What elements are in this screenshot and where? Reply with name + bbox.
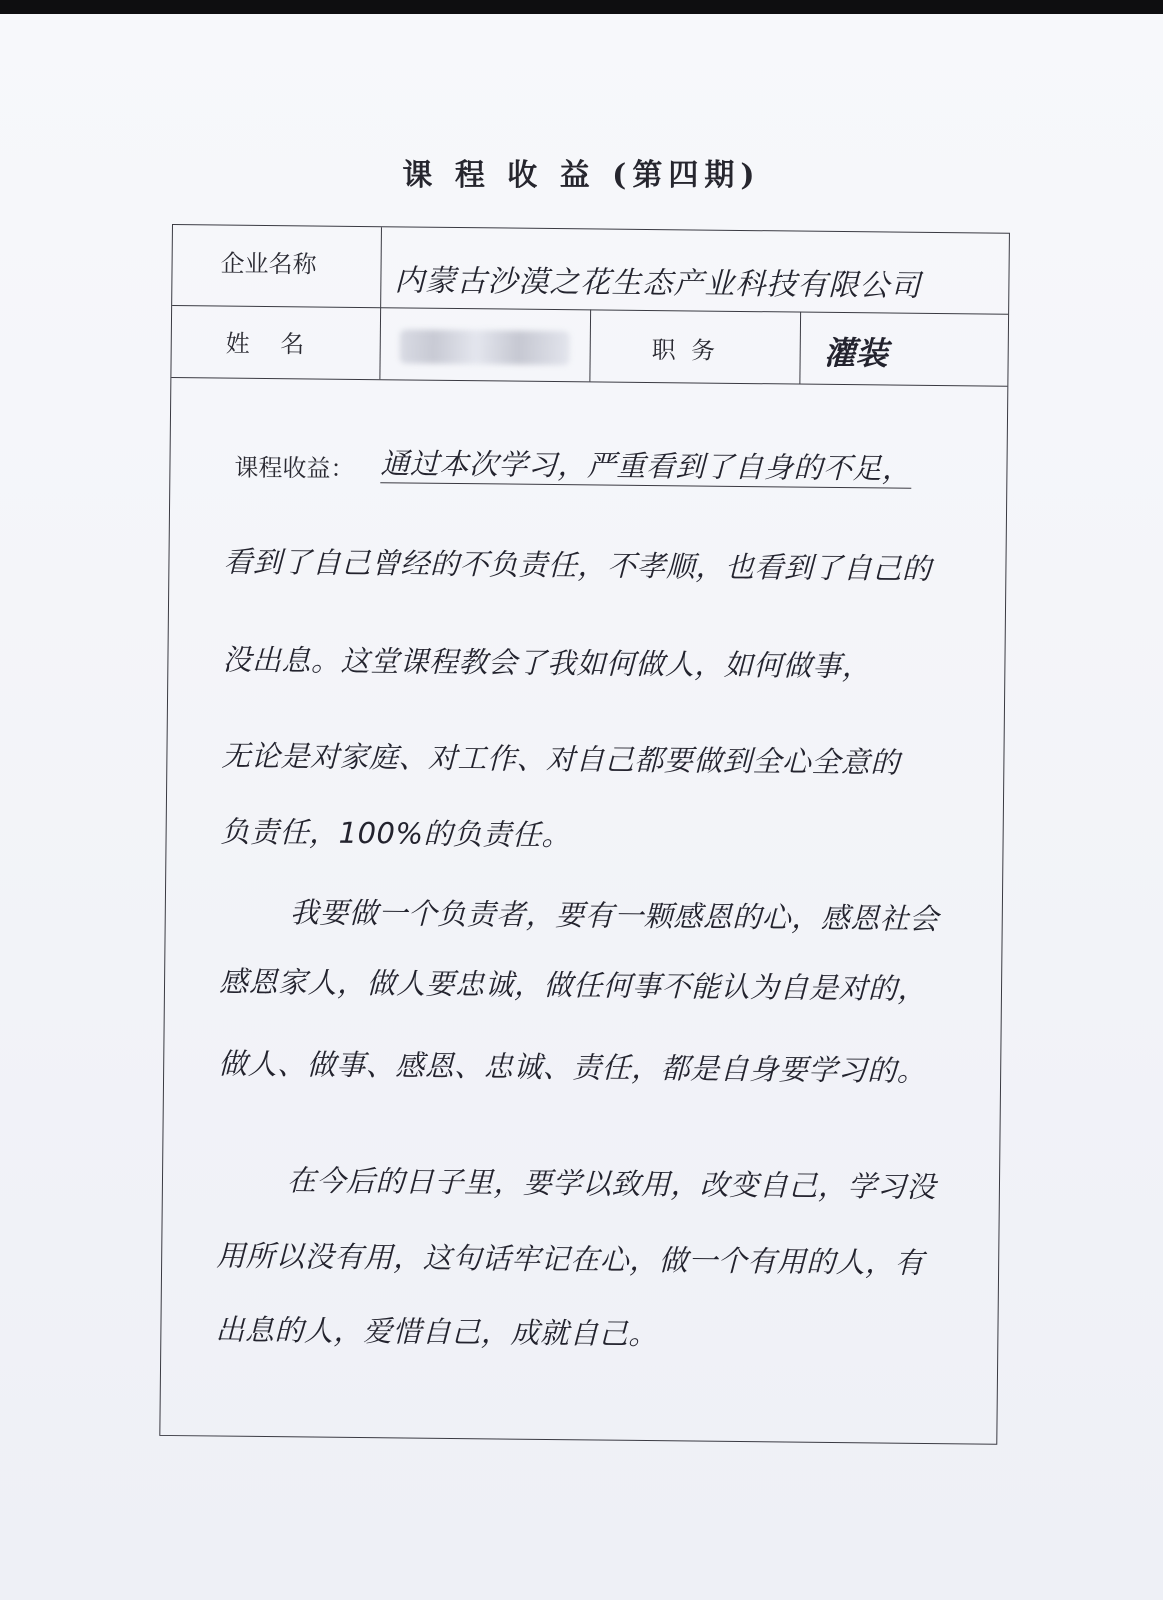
- company-divider: [380, 227, 382, 307]
- benefit-line: 没出息。这堂课程教会了我如何做人，如何做事，: [222, 642, 872, 684]
- benefit-line: 通过本次学习，严重看到了自身的不足，: [380, 441, 911, 488]
- position-label-divider: [589, 309, 591, 381]
- company-value: 内蒙古沙漠之花生态产业科技有限公司: [394, 263, 922, 304]
- company-label: 企业名称: [220, 249, 317, 279]
- company-row: [172, 225, 1009, 315]
- benefit-line: 出息的人，爱惜自己，成就自己。: [215, 1312, 659, 1352]
- benefit-line: 用所以没有用，这句话牢记在心，做一个有用的人，有: [216, 1238, 925, 1280]
- benefit-line: 做人、做事、感恩、忠诚、责任，都是自身要学习的。: [218, 1046, 927, 1088]
- benefit-label: 课程收益：: [234, 453, 355, 483]
- position-value: 灌装: [823, 333, 888, 373]
- benefit-line: 无论是对家庭、对工作、对自己都要做到全心全意的: [221, 738, 901, 780]
- benefit-line: 在今后的日子里，要学以致用，改变自己，学习没: [286, 1163, 937, 1205]
- benefit-line: 看到了自己曾经的不负责任，不孝顺，也看到了自己的: [223, 544, 932, 586]
- benefit-section: [160, 377, 1007, 1444]
- benefit-form: [159, 224, 1010, 1445]
- document-title: 课 程 收 益 (第四期): [402, 158, 761, 193]
- name-row: [171, 305, 1008, 387]
- name-divider: [379, 307, 381, 379]
- scan-border: [0, 0, 1163, 14]
- benefit-line: 负责任，100%的负责任。: [220, 814, 572, 853]
- redacted-name: [400, 329, 570, 365]
- name-label: 姓 名: [225, 329, 305, 359]
- benefit-line: 我要做一个负责者，要有一颗感恩的心，感恩社会: [289, 895, 939, 937]
- position-value-divider: [799, 312, 801, 384]
- benefit-line: 感恩家人，做人要忠诚，做任何事不能认为自是对的，: [218, 964, 928, 1006]
- position-label: 职 务: [651, 336, 716, 365]
